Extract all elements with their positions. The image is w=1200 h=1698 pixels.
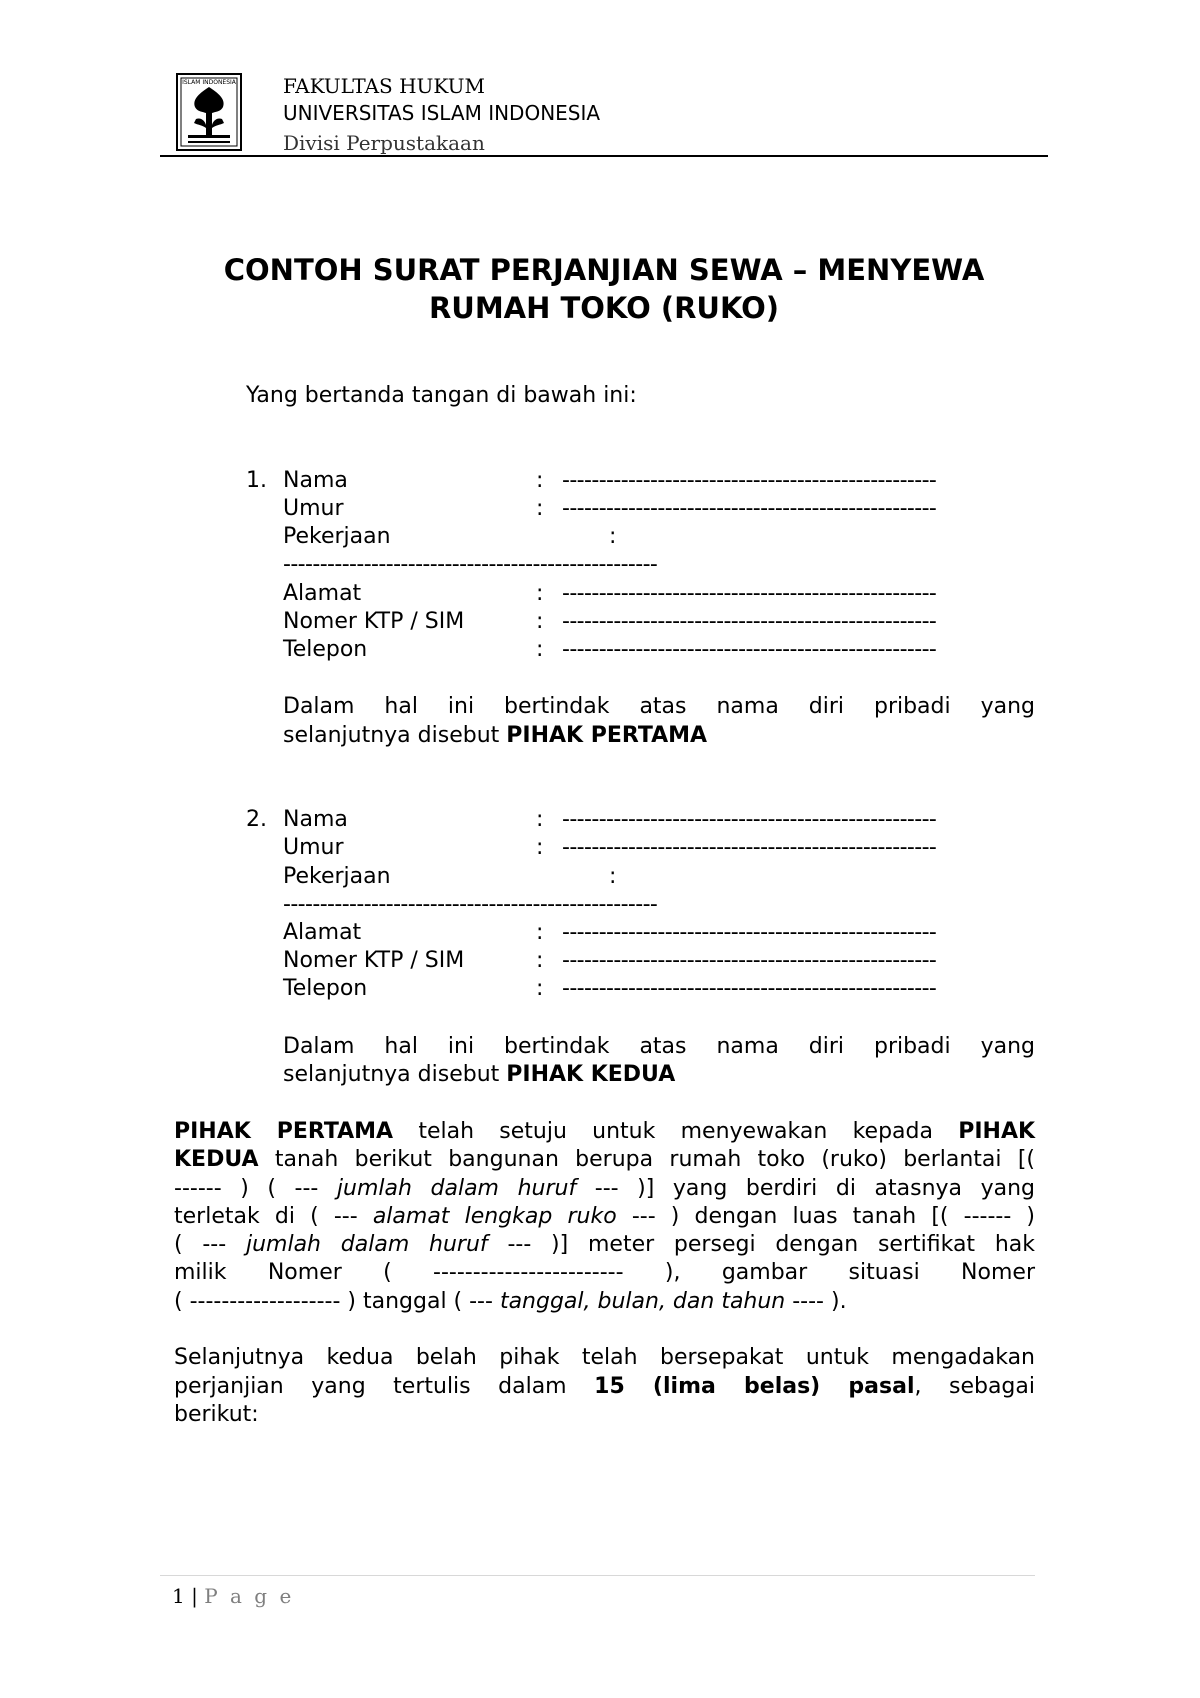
field-colon: : [609,524,617,549]
field-colon: : [536,496,544,521]
party-role: PIHAK KEDUA [506,1062,676,1087]
paragraph-line: milik Nomer ( ------------------------ ), gambar situasi Nomer [174,1260,1035,1285]
field-colon: : [536,807,544,832]
field-colon: : [536,637,544,662]
field-blank: --------------------------------------------------- [562,609,937,634]
document-title-line2: RUMAH TOKO (RUKO) [428,291,780,325]
paragraph-line: perjanjian yang tertulis dalam 15 (lima belas) pasal, sebagai [174,1374,1035,1399]
paragraph-line: Selanjutnya kedua belah pihak telah bersepakat untuk mengadakan [174,1345,1035,1370]
field-blank: --------------------------------------------------- [283,892,658,917]
document-title-line1: CONTOH SURAT PERJANJIAN SEWA – MENYEWA [223,253,985,287]
field-blank: --------------------------------------------------- [562,976,937,1001]
paragraph-line: PIHAK PERTAMA telah setuju untuk menyewakan kepada PIHAK [174,1119,1036,1144]
header-division: Divisi Perpustakaan [283,131,485,155]
party-statement-line2: selanjutnya disebut PIHAK PERTAMA [283,723,708,748]
paragraph-line: KEDUA tanah berikut bangunan berupa rumah toko (ruko) berlantai [( [174,1147,1035,1172]
field-label-ktp: Nomer KTP / SIM [283,609,465,634]
university-logo [176,73,242,151]
field-label-pekerjaan: Pekerjaan [283,864,391,889]
page-number: 1 [172,1584,185,1608]
paragraph-line: terletak di ( --- alamat lengkap ruko --- ) dengan luas tanah [( ------ ) [174,1204,1036,1229]
field-blank: --------------------------------------------------- [562,496,937,521]
party-role: PIHAK PERTAMA [506,723,708,748]
field-colon: : [536,920,544,945]
paragraph-line: ( ------------------- ) tanggal ( --- tanggal, bulan, dan tahun ---- ). [174,1289,847,1314]
field-blank: --------------------------------------------------- [562,581,937,606]
party-number: 1. [246,468,267,493]
field-label-pekerjaan: Pekerjaan [283,524,391,549]
field-label-telepon: Telepon [283,976,368,1001]
intro-text: Yang bertanda tangan di bawah ini: [246,383,637,408]
header-faculty: FAKULTAS HUKUM [283,74,485,98]
field-blank: --------------------------------------------------- [283,552,658,577]
field-blank: --------------------------------------------------- [562,807,937,832]
field-colon: : [536,976,544,1001]
field-blank: --------------------------------------------------- [562,637,937,662]
field-label-telepon: Telepon [283,637,368,662]
field-blank: --------------------------------------------------- [562,948,937,973]
field-label-alamat: Alamat [283,920,362,945]
field-blank: --------------------------------------------------- [562,835,937,860]
field-blank: --------------------------------------------------- [562,920,937,945]
party-statement-line2: selanjutnya disebut PIHAK KEDUA [283,1062,676,1087]
field-colon: : [536,468,544,493]
party-statement-line1: Dalam hal ini bertindak atas nama diri pribadi yang [283,694,1035,719]
page-footer [172,1584,294,1608]
field-colon: : [536,948,544,973]
field-label-alamat: Alamat [283,581,362,606]
field-colon: : [536,835,544,860]
field-colon: : [536,581,544,606]
paragraph-line: ------ ) ( --- jumlah dalam huruf --- )] yang berdiri di atasnya yang [174,1176,1036,1201]
header-university: UNIVERSITAS ISLAM INDONESIA [283,101,601,125]
field-label-nama: Nama [283,468,348,493]
logo-lettering: ISLAM INDONESIA [182,79,236,86]
field-label-umur: Umur [283,496,344,521]
field-blank: --------------------------------------------------- [562,468,937,493]
page-label: P a g e [204,1584,295,1608]
field-colon: : [609,864,617,889]
field-label-nama: Nama [283,807,348,832]
footer-divider [160,1575,1035,1576]
paragraph-line: ( --- jumlah dalam huruf --- )] meter persegi dengan sertifikat hak [174,1232,1035,1257]
header-divider [160,155,1048,157]
field-label-ktp: Nomer KTP / SIM [283,948,465,973]
field-colon: : [536,609,544,634]
party-number: 2. [246,807,267,832]
party-statement-line1: Dalam hal ini bertindak atas nama diri pribadi yang [283,1034,1035,1059]
footer-separator: | [184,1584,205,1608]
field-label-umur: Umur [283,835,344,860]
paragraph-line: berikut: [174,1402,259,1427]
